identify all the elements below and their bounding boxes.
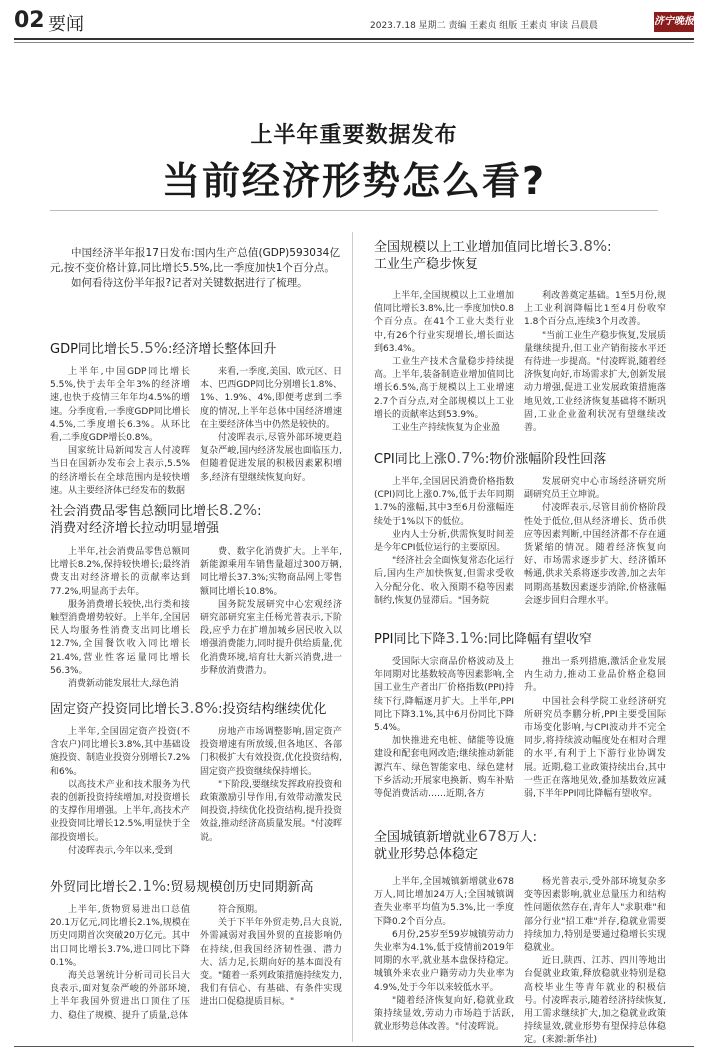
heading-text: 万人: xyxy=(506,830,538,845)
heading-number: 0.7% xyxy=(446,449,485,467)
article-column xyxy=(374,656,514,801)
heading-text: :经济增长整体回升 xyxy=(168,342,277,357)
section-heading-industry xyxy=(374,238,674,273)
paragraph: 杨光普表示,受外部环境复杂多变等因素影响,就业总量压力和结构性问题依然存在,青年人"求职难"和部分行业"招工难"并存,稳就业需要持续加力,特别是要通过稳增长实现稳就业。 xyxy=(524,877,666,954)
article-column xyxy=(524,476,666,608)
paragraph: 上半年,全国固定资产投资(不含农户)同比增长3.8%,其中基础设施投资、制造业投资分别增长7.2%和6%。 xyxy=(50,727,190,777)
section-heading-ppi xyxy=(374,630,674,648)
newspaper-logo: 济宁晚报 xyxy=(654,12,694,32)
section-heading-gdp xyxy=(50,340,350,358)
heading-number: 8.2% xyxy=(219,501,258,519)
article-column xyxy=(200,546,342,678)
paragraph: 来看,一季度,美国、欧元区、日本、巴西GDP同比分别增长1.8%、1%、1.9%、4%,即便考虑到二季度的情况,上半年总体中国经济增速在主要经济体当中仍然是较快的。 xyxy=(200,367,342,430)
kicker-title: 上半年重要数据发布 xyxy=(250,123,458,148)
section-heading-retail xyxy=(50,502,350,537)
heading-text: :投资结构继续优化 xyxy=(218,702,327,717)
heading-text: :同比降幅有望收窄 xyxy=(483,632,593,647)
paragraph: 付凌晖表示,尽管外部环境更趋复杂严峻,国内经济发展也面临压力,但随着促进发展的积极因素累积增多,经济有望继续恢复向好。 xyxy=(200,433,342,483)
paragraph: 上半年,全国规模以上工业增加值同比增长3.8%,比一季度加快0.8个百分点。在41个工业大类行业中,有26个行业实现增长,增长面达到63.4%。 xyxy=(374,291,514,354)
article-column xyxy=(374,290,514,435)
paragraph: 关于下半年外贸走势,吕大良说,外需减弱对我国外贸的直接影响仍在持续,但我国经济韧性强、潜力大、活力足,长期向好的基本面没有变。"随着一系列政策措施持续发力,我们有信心、有基础、有条件实现进出口促稳提质目标。" xyxy=(200,918,343,1008)
article-column xyxy=(50,546,190,691)
heading-number: 5.5% xyxy=(129,339,169,357)
heading-text: CPI同比上涨 xyxy=(374,452,447,467)
column-divider xyxy=(352,232,353,1042)
paragraph: 符合预期。 xyxy=(218,905,264,915)
heading-number: 3.1% xyxy=(445,629,484,647)
paragraph: 房地产市场调整影响,固定资产投资增速有所放缓,但各地区、各部门积极扩大有效投资,优化投资结构,固定资产投资继续保持增长。 xyxy=(200,727,342,777)
article-column xyxy=(50,366,190,498)
paragraph: 上半年,全国居民消费价格指数(CPI)同比上涨0.7%,低于去年同期1.7%的涨幅,其中3至6月份涨幅连续处于1%以下的低位。 xyxy=(374,477,514,527)
paragraph: "下阶段,要继续发挥政府投资和政策激励引导作用,有效带动激发民间投资,持续优化投资结构,提升投资效益,推动经济高质量发展。"付凌晖说。 xyxy=(200,779,343,843)
heading-number: 3.8% xyxy=(180,699,219,717)
article-column xyxy=(374,876,514,1034)
paragraph: 消费新动能发展壮大,绿色消 xyxy=(68,679,179,690)
paragraph: 上半年,全国城镇新增就业678万人,同比增加24万人;全国城镇调查失业率平均值为5.3%,比一季度下降0.2个百分点。 xyxy=(374,877,514,927)
paragraph: 海关总署统计分析司司长吕大良表示,面对复杂严峻的外部环境,上半年我国外贸进出口顶住了压力、稳住了规模、提升了质量,总体 xyxy=(50,971,190,1021)
paragraph: 6月份,25岁至59岁城镇劳动力失业率为4.1%,低于疫情前2019年同期的水平,就业基本盘保持稳定。城镇外来农业户籍劳动力失业率为4.9%,处于今年以来较低水平。 xyxy=(374,929,514,993)
heading-text: 社会消费品零售总额同比增长 xyxy=(50,504,220,519)
paragraph: "经济社会全面恢复常态化运行后,国内生产加快恢复,但需求受收入分配分化、收入预期不稳等因素制约,恢复仍显滞后。"国务院 xyxy=(374,556,514,606)
heading-text: 外贸同比增长 xyxy=(50,880,129,895)
headline: 当前经济形势怎么看? xyxy=(161,159,547,203)
paragraph: 以高技术产业和技术服务为代表的创新投资持续增加,对投资增长的支撑作用增强。上半年,高技术产业投资同比增长12.5%,明显快于全部投资增长。 xyxy=(50,779,190,843)
heading-text: :物价涨幅阶段性回落 xyxy=(484,452,607,467)
article-column xyxy=(374,476,514,608)
heading-text: GDP同比增长 xyxy=(50,342,130,357)
edition-meta: 2023.7.18 星期二 责编 王素贞 组版 王素贞 审读 吕晨晨 xyxy=(370,21,598,31)
paragraph: "随着经济恢复向好,稳就业政策持续显效,劳动力市场趋于活跃,就业形势总体改善。"付凌晖说。 xyxy=(374,995,514,1033)
article-column xyxy=(200,726,342,845)
paragraph: 工业生产持续恢复为企业盈 xyxy=(392,423,501,434)
paragraph: 利改善奠定基础。1至5月份,规上工业利润降幅比1至4月份收窄1.8个百分点,连续3个月改善。 xyxy=(524,291,666,328)
paragraph: 业内人士分析,供需恢复时间差是今年CPI低位运行的主要原因。 xyxy=(374,529,514,554)
lead-text: 中国经济半年报17日发布:国内生产总值(GDP)593034亿元,按不变价格计算,同比增长5.5%,比一季度加快1个百分点。 xyxy=(50,247,340,274)
paragraph: "当前工业生产稳步恢复,发展质量继续提升,但工业产销衔接水平还有待进一步提高。"付凌晖说,随着经济恢复向好,市场需求扩大,创新发展动力增强,促进工业发展政策措施落地见效,工业经济恢复基础将不断巩固,工业企业盈利状况有望继续改善。 xyxy=(524,330,667,434)
paragraph: 工业生产技术含量稳步持续提高。上半年,装备制造业增加值同比增长6.5%,高于规模以上工业增速2.7个百分点,对全部规模以上工业增长的贡献率达到53.9%。 xyxy=(374,357,514,420)
section-heading-investment xyxy=(50,700,350,718)
paragraph: 发展研究中心市场经济研究所副研究员王立坤说。 xyxy=(524,477,666,501)
header-rule xyxy=(14,38,694,40)
article-column xyxy=(524,656,666,801)
paragraph: 受国际大宗商品价格波动及上年同期对比基数较高等因素影响,全国工业生产者出厂价格指数(PPI)持续下行,降幅逐月扩大。上半年,PPI同比下降3.1%,其中6月份同比下降5.4%。 xyxy=(374,657,514,734)
article-column xyxy=(50,726,190,858)
article-column xyxy=(200,904,342,1010)
section-heading-trade xyxy=(50,878,350,896)
paragraph: 国务院发展研究中心宏观经济研究部研究室主任杨光普表示,下阶段,应乎力在扩增加城乡居民收入以增强消费能力,同时提升供给质量,优化消费环境,培育壮大新兴消费,进一步释放消费潜力。 xyxy=(200,599,342,676)
paragraph: 国家统计局新闻发言人付凌晖当日在国新办发布会上表示,5.5%的经济增长在全球范围内是较快增速。从主要经济体已经发布的数据 xyxy=(50,446,190,496)
paragraph: 服务消费增长较快,出行类和接触型消费增势较好。上半年,全国居民人均服务性消费支出同比增长12.7%,全国餐饮收入同比增长21.4%,营业性客运量同比增长56.3%。 xyxy=(50,599,190,676)
paragraph: 加快推进充电桩、储能等设施建设和配套电网改造;继续推动新能源汽车、绿色智能家电、绿色建材下乡活动;开展家电换新、购车补贴等促消费活动……近期,各方 xyxy=(374,736,514,800)
paragraph: 中国社会科学院工业经济研究所研究员李鹏分析,PPI主要受国际市场变化影响,与CPI波动并不完全同步,将持续波动幅度处在相对合理的水平,有利于上下游行业协调发展。近期,稳工业政策持续出台,其中一些正在落地见效,叠加基数效应减弱,下半年PPI同比降幅有望收窄。 xyxy=(524,696,666,800)
lead-text: 如何看待这份半年报?记者对关键数据进行了梳理。 xyxy=(71,277,308,289)
heading-subtext: 就业形势总体稳定 xyxy=(374,847,479,862)
article-column xyxy=(50,904,190,1023)
heading-text: 全国城镇新增就业 xyxy=(374,830,479,845)
heading-subtext: 消费对经济增长拉动明显增强 xyxy=(50,521,220,536)
section-heading-cpi xyxy=(374,450,674,468)
heading-text: : xyxy=(607,240,612,255)
heading-text: : xyxy=(257,504,262,519)
heading-number: 2.1% xyxy=(128,877,167,895)
heading-text: :贸易规模创历史同期新高 xyxy=(166,880,314,895)
lead-paragraph xyxy=(50,246,340,291)
paragraph: 费、数字化消费扩大。上半年,新能源乘用车销售量超过300万辆,同比增长37.3%;实物商品网上零售额同比增长10.8%。 xyxy=(200,547,342,597)
section-heading-jobs xyxy=(374,828,674,863)
paragraph: 上半年,社会消费品零售总额同比增长8.2%,保持较快增长;最终消费支出对经济增长的贡献率达到77.2%,明显高于去年。 xyxy=(50,547,190,597)
page-number: 02 xyxy=(14,8,45,33)
heading-text: 全国规模以上工业增加值同比增长 xyxy=(374,240,570,255)
paragraph: 上半年,中国GDP同比增长5.5%,快于去年全年3%的经济增速,也快于疫情三年年均4.5%的增速。分季度看,一季度GDP同比增长4.5%,二季度增长6.3%。从环比看,二季度GDP增长0.8%。 xyxy=(50,367,190,444)
paragraph: 近日,陕西、江苏、四川等地出台促就业政策,释放稳就业特别是稳高校毕业生等青年就业的积极信号。付凌晖表示,随着经济持续恢复,用工需求继续扩大,加之稳就业政策持续显效,就业形势有望保持总体稳定。(来源:新华社) xyxy=(524,956,666,1046)
heading-text: PPI同比下降 xyxy=(374,632,446,647)
paragraph: 推出一系列措施,激活企业发展内生动力,推动工业品价格企稳回升。 xyxy=(524,657,666,694)
header-rule-thin xyxy=(14,42,694,43)
heading-subtext: 工业生产稳步恢复 xyxy=(374,257,479,272)
section-name: 要闻 xyxy=(48,14,84,35)
article-column xyxy=(200,366,342,485)
paragraph: 上半年,货物贸易进出口总值20.1万亿元,同比增长2.1%,规模在历史同期首次突破20万亿元。其中出口同比增长3.7%,进口同比下降0.1%。 xyxy=(50,905,190,968)
article-column xyxy=(524,876,666,1048)
paragraph: 付凌晖表示,尽管目前价格阶段性处于低位,但从经济增长、货币供应等因素判断,中国经济都不存在通货紧缩的情况。随着经济恢复向好、市场需求逐步扩大、经济循环畅通,供求关系将逐步改善,加之去年同期高基数因素逐步消除,价格涨幅会逐步回归合理水平。 xyxy=(524,503,666,606)
heading-text: 固定资产投资同比增长 xyxy=(50,702,181,717)
footer-rule xyxy=(14,1046,694,1047)
heading-number: 3.8% xyxy=(569,237,608,255)
article-column xyxy=(524,290,666,435)
headline-rule xyxy=(50,210,658,211)
page-header xyxy=(14,8,694,52)
paragraph: 付凌晖表示,今年以来,受到 xyxy=(68,845,173,856)
heading-number: 678 xyxy=(478,827,507,845)
